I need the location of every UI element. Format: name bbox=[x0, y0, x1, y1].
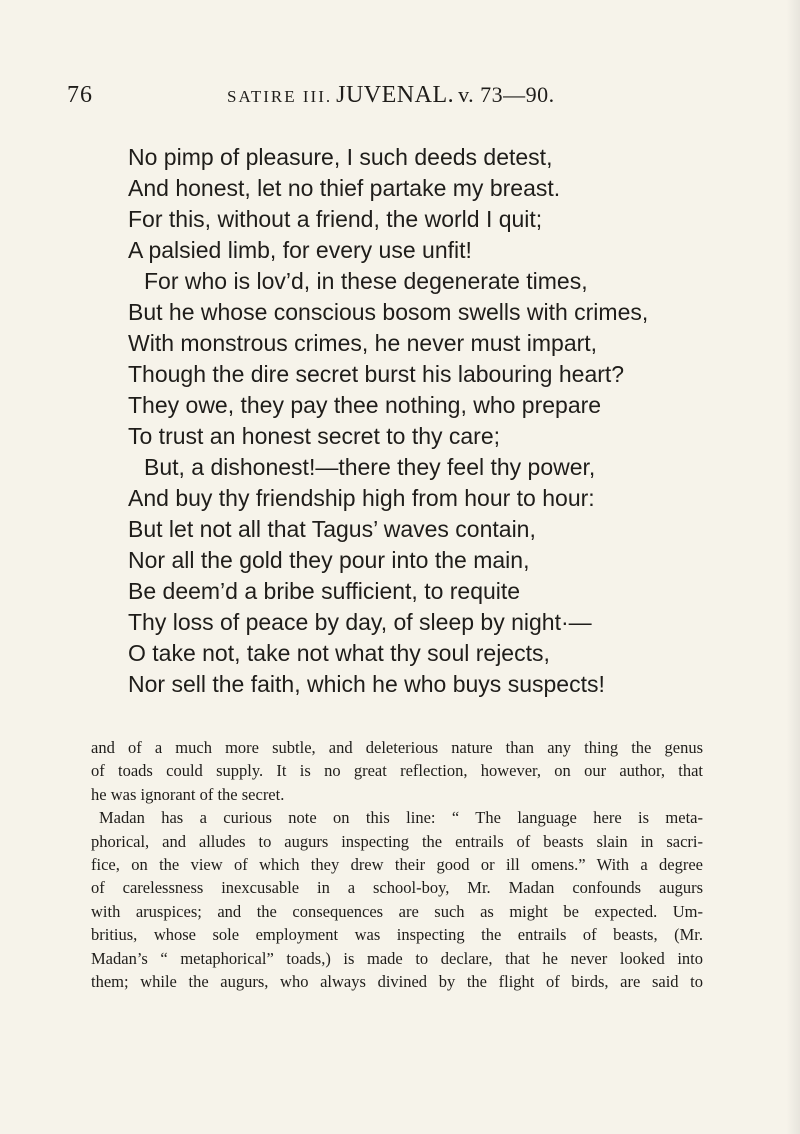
footnote-line: them; while the augurs, who always divined by the flight of birds, are said to bbox=[91, 972, 703, 992]
footnote-line: Madan has a curious note on this line: “ The language here is meta- bbox=[99, 808, 703, 828]
poem-line: Nor all the gold they pour into the main, bbox=[128, 547, 530, 573]
footnote-line: with aruspices; and the consequences are such as might be expected. Um- bbox=[91, 901, 703, 921]
poem-line: Be deem’d a bribe sufficient, to requite bbox=[128, 578, 521, 604]
satire-label: SATIRE III. bbox=[227, 87, 333, 106]
poem-line: They owe, they pay thee nothing, who prepare bbox=[128, 392, 602, 418]
poem-line: Nor sell the faith, which he who buys suspects! bbox=[128, 671, 605, 697]
footnote-line: and of a much more subtle, and deleterious nature than any thing the genus bbox=[91, 738, 703, 757]
footnote-block bbox=[91, 736, 703, 993]
poem-line: And honest, let no thief partake my breast. bbox=[128, 175, 561, 201]
poem-line: But he whose conscious bosom swells with crimes, bbox=[128, 299, 649, 325]
footnote-line: of toads could supply. It is no great reflection, however, on our author, that bbox=[91, 761, 703, 781]
footnote-line: Madan’s “ metaphorical” toads,) is made to declare, that he never looked into bbox=[91, 948, 703, 968]
footnote-line: he was ignorant of the secret. bbox=[91, 784, 285, 804]
poem-line: A palsied limb, for every use unfit! bbox=[128, 237, 472, 263]
page-edge-shadow bbox=[786, 0, 800, 1134]
poem-line: For this, without a friend, the world I quit; bbox=[128, 206, 543, 232]
running-header bbox=[67, 79, 767, 111]
poem-line: But let not all that Tagus’ waves contain, bbox=[128, 516, 536, 542]
poem-line: Thy loss of peace by day, of sleep by night·— bbox=[128, 609, 592, 635]
poem-line: For who is lov’d, in these degenerate times, bbox=[144, 268, 588, 294]
poem-line: And buy thy friendship high from hour to hour: bbox=[128, 485, 595, 511]
footnote-line: phorical, and alludes to augurs inspecting the entrails of beasts slain in sacri- bbox=[91, 831, 703, 851]
footnote-line: britius, whose sole employment was inspecting the entrails of beasts, (Mr. bbox=[91, 925, 703, 945]
poem-line: To trust an honest secret to thy care; bbox=[128, 423, 501, 449]
verse-range: v. 73—90. bbox=[458, 82, 555, 107]
poem-line: No pimp of pleasure, I such deeds detest, bbox=[128, 144, 553, 170]
running-title bbox=[227, 79, 555, 114]
footnote-line: fice, on the view of which they drew their good or ill omens.” With a degree bbox=[91, 855, 703, 875]
footnote-line: of carelessness inexcusable in a school-boy, Mr. Madan confounds augurs bbox=[91, 878, 703, 898]
poem-line: Though the dire secret burst his labouring heart? bbox=[128, 361, 625, 387]
poem-line: O take not, take not what thy soul rejects, bbox=[128, 640, 550, 666]
page-number: 76 bbox=[67, 82, 93, 108]
author-name: JUVENAL. bbox=[336, 82, 455, 108]
poem-line: But, a dishonest!—there they feel thy power, bbox=[144, 454, 596, 480]
poem-line: With monstrous crimes, he never must impart, bbox=[128, 330, 598, 356]
